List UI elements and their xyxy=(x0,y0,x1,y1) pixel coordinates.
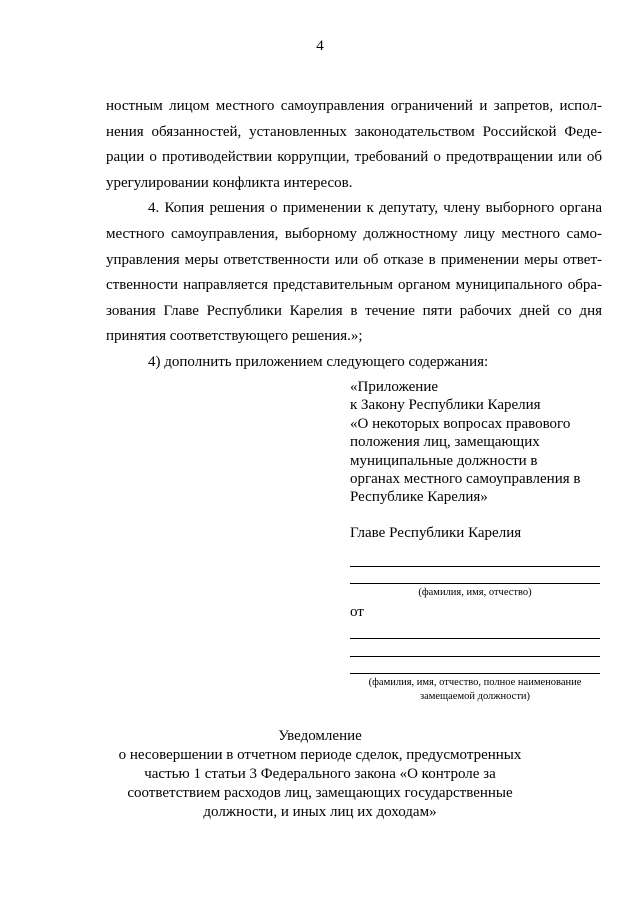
appendix-line: «О некоторых вопросах правового xyxy=(350,415,571,432)
text-line: управления меры ответственности или об отказе в применении меры ответ- xyxy=(106,251,602,268)
paragraph-add-appendix xyxy=(106,350,602,376)
appendix-heading xyxy=(350,378,610,507)
sender-line-1 xyxy=(350,638,600,639)
notice-line: частью 1 статьи 3 Федерального закона «О контроле за xyxy=(144,766,496,782)
text-line: ностным лицом местного самоуправления ограничений и запретов, испол- xyxy=(106,98,602,114)
text-line: рации о противодействии коррупции, требований о предотвращении или об xyxy=(106,149,602,166)
paragraph-prohibitions xyxy=(106,94,602,196)
sender-line-3 xyxy=(350,673,600,674)
notice-line: должности, и иных лиц их доходам» xyxy=(203,804,437,820)
sender-caption-line: замещаемой должности) xyxy=(419,691,531,702)
notice-block xyxy=(0,727,640,822)
notice-title: Уведомление xyxy=(278,728,362,744)
text-line: урегулировании конфликта интересов. xyxy=(106,174,353,191)
paragraph-decision-copy xyxy=(106,196,602,350)
law-text-body xyxy=(106,94,602,376)
name-caption: (фамилия, имя, отчество) xyxy=(418,587,532,598)
name-line-1 xyxy=(350,566,600,567)
sender-line-2 xyxy=(350,656,600,657)
sender-caption xyxy=(350,676,600,704)
addressee-label: Главе Республики Карелия xyxy=(350,525,522,541)
page-number: 4 xyxy=(316,38,324,54)
name-line-2 xyxy=(350,583,600,584)
text-line: местного самоуправления, выборному должностному лицу местного само- xyxy=(106,225,602,242)
appendix-line: положения лиц, замещающих xyxy=(350,434,540,451)
sender-caption-line: (фамилия, имя, отчество, полное наименование xyxy=(368,677,582,688)
text-line: 4) дополнить приложением следующего содержания: xyxy=(148,353,489,370)
appendix-line: Республике Карелия» xyxy=(350,489,488,506)
text-line: ственности направляется представительным органом муниципального обра- xyxy=(106,277,602,294)
notice-line: соответствием расходов лиц, замещающих государственные xyxy=(127,785,513,801)
text-line: 4. Копия решения о применении к депутату, члену выборного органа xyxy=(148,200,602,217)
text-line: зования Главе Республики Карелия в течение пяти рабочих дней со дня xyxy=(106,302,602,319)
text-line: принятия соответствующего решения.»; xyxy=(106,328,363,345)
appendix-line: «Приложение xyxy=(350,379,439,395)
appendix-line: к Закону Республики Карелия xyxy=(350,397,541,414)
from-label: от xyxy=(350,604,364,620)
appendix-line: органах местного самоуправления в xyxy=(350,471,581,488)
notice-line: о несовершении в отчетном периоде сделок, предусмотренных xyxy=(118,747,522,763)
text-line: нения обязанностей, установленных законодательством Российской Феде- xyxy=(106,123,602,140)
appendix-line: муниципальные должности в xyxy=(350,452,538,469)
